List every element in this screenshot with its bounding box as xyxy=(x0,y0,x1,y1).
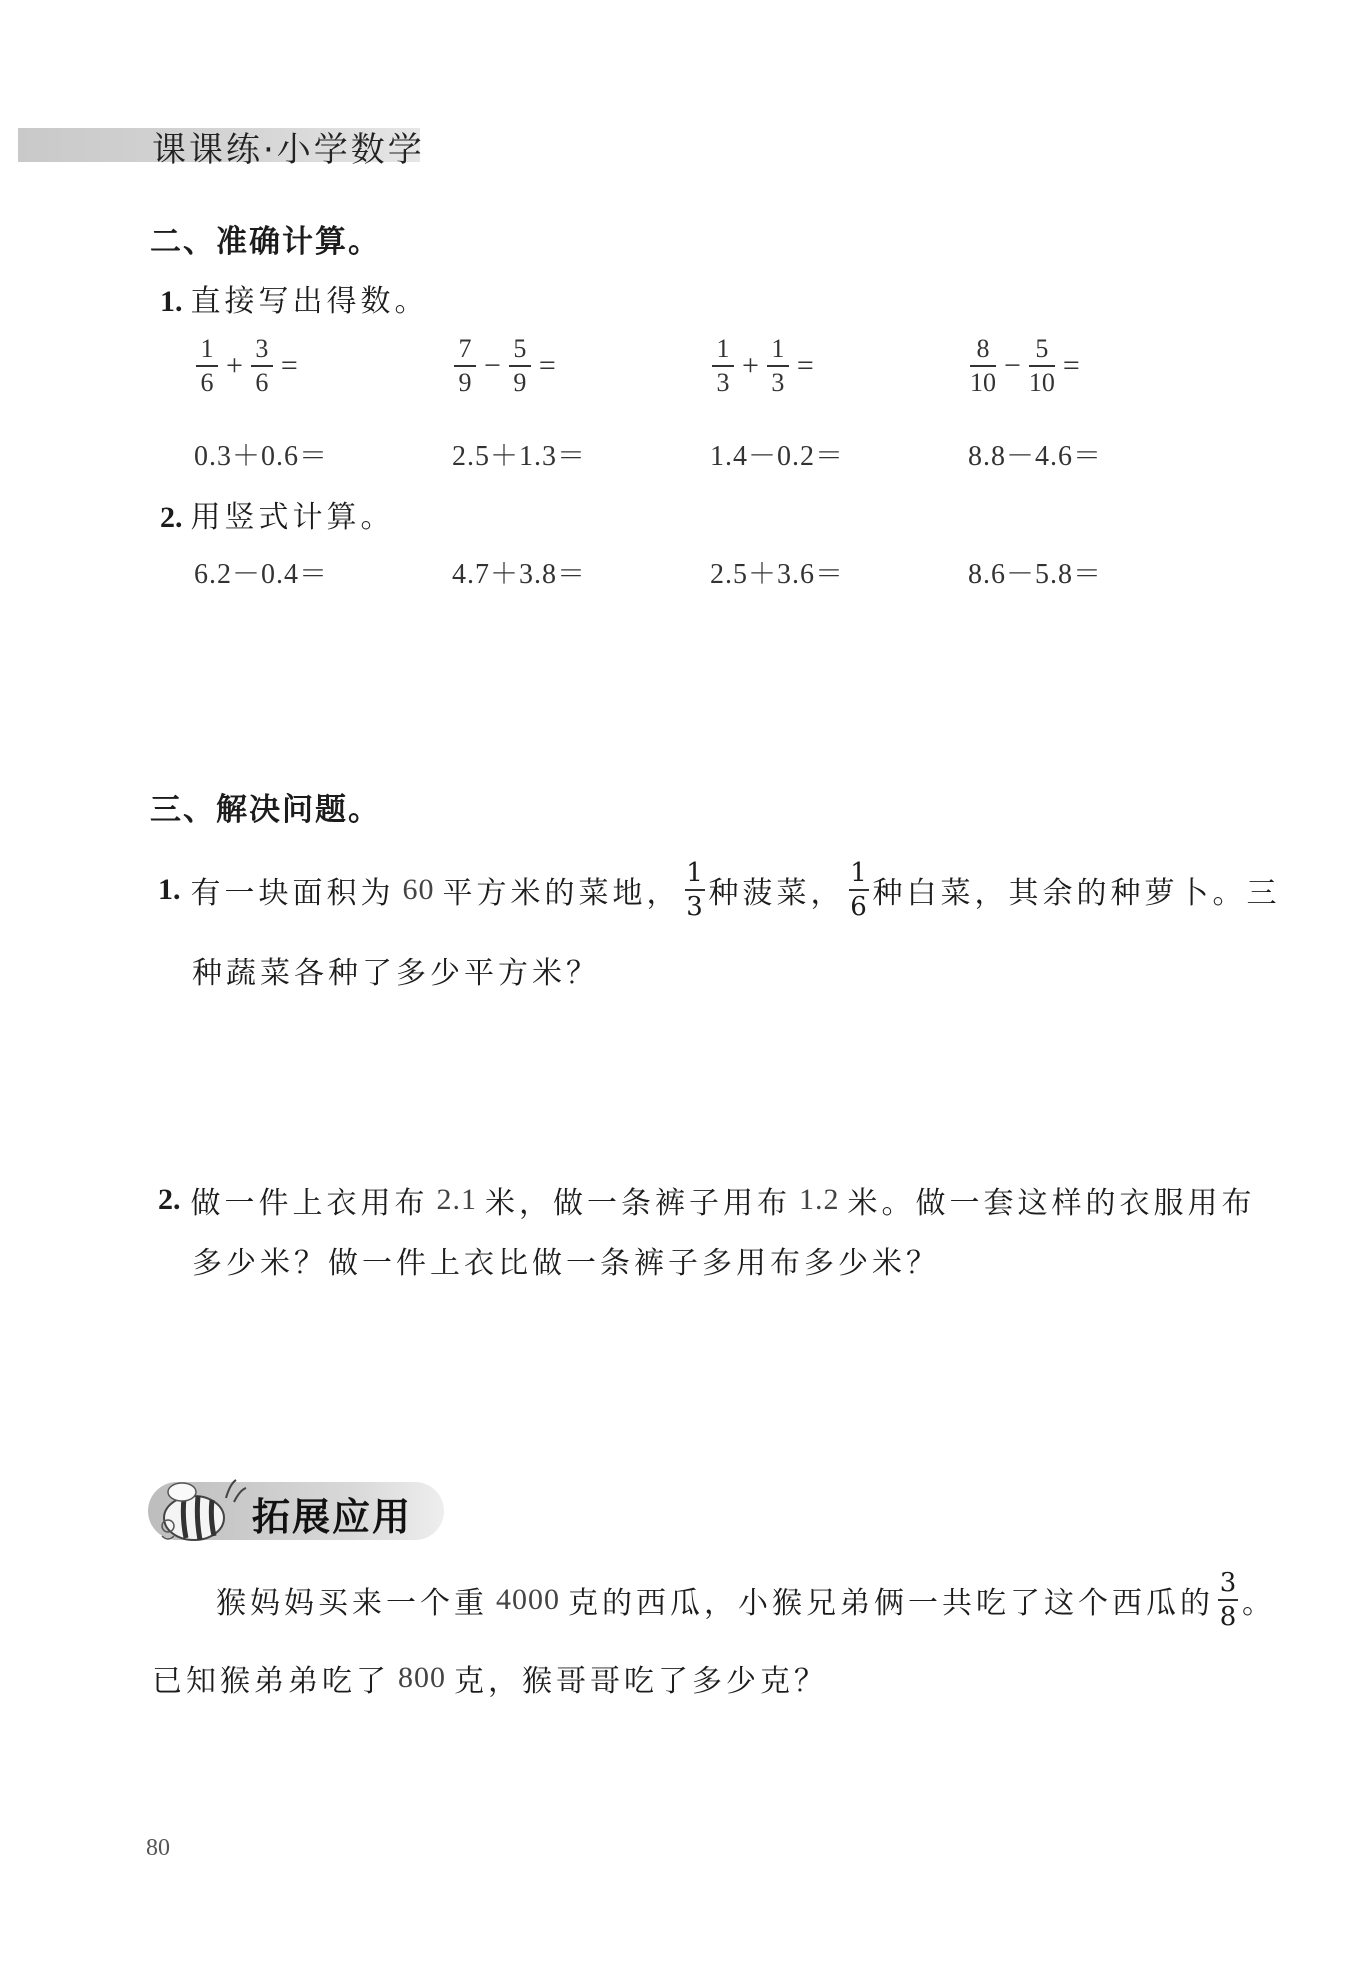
part2-number: 2. xyxy=(160,501,183,534)
page-number: 80 xyxy=(146,1835,170,1861)
equals: = xyxy=(280,349,298,382)
part1-number: 1. xyxy=(160,285,183,318)
equals: = xyxy=(1062,349,1080,382)
extension-line-1: 猴妈妈买来一个重 4000 克的西瓜，小猴兄弟俩一共吃了这个西瓜的 $\frac{3}{8}$ 。 xyxy=(216,1568,1276,1632)
fraction: $\frac{1}{3}$ xyxy=(712,334,734,398)
vertical-calc-2: 4.7＋3.8＝ xyxy=(452,559,587,590)
problem-1-number: 1. xyxy=(158,873,181,906)
fraction: $\frac{5}{9}$ xyxy=(509,334,531,398)
problem-2-line-2: 多少米？做一件上衣比做一条裤子多用布多少米？ xyxy=(192,1246,940,1281)
problem-1-line-2: 种蔬菜各种了多少平方米？ xyxy=(192,956,600,991)
fraction: $\frac{1}{6}$ xyxy=(196,334,218,398)
decimal-expr-2: 2.5＋1.3＝ xyxy=(452,441,587,472)
operator: + xyxy=(742,349,759,382)
fraction: $\frac{5}{10}$ xyxy=(1028,334,1055,397)
fraction: $\frac{7}{9}$ xyxy=(454,334,476,398)
part2-heading xyxy=(160,492,395,536)
fraction: $\frac{1}{3}$ xyxy=(767,334,789,398)
fraction: $\frac{1}{3}$ xyxy=(686,858,703,922)
operator: − xyxy=(1004,349,1021,382)
fraction: $\frac{3}{8}$ xyxy=(1219,1568,1237,1632)
part1-heading xyxy=(160,276,429,320)
part2-label: 用竖式计算。 xyxy=(190,500,395,535)
vertical-calc-4: 8.6－5.8＝ xyxy=(968,559,1103,590)
extension-title: 拓展应用 xyxy=(252,1495,413,1539)
operator: − xyxy=(484,349,501,382)
equals: = xyxy=(538,349,556,382)
decimal-expr-4: 8.8－4.6＝ xyxy=(968,441,1103,472)
decimal-expr-1: 0.3＋0.6＝ xyxy=(194,441,329,472)
fraction-expr-2 xyxy=(452,334,562,398)
fraction-expr-1 xyxy=(194,334,304,398)
vertical-calc-3: 2.5＋3.6＝ xyxy=(710,559,845,590)
section2-title: 二、准确计算。 xyxy=(150,224,381,260)
fraction: $\frac{1}{6}$ xyxy=(850,858,867,922)
fraction: $\frac{3}{6}$ xyxy=(251,334,273,398)
extension-line-2: 已知猴弟弟吃了 800 克，猴哥哥吃了多少克？ xyxy=(152,1661,828,1699)
fraction-expr-4 xyxy=(968,334,1086,398)
operator: + xyxy=(226,349,243,382)
problem-2-number: 2. xyxy=(158,1183,181,1216)
decimal-expr-3: 1.4－0.2＝ xyxy=(710,441,845,472)
fraction-expr-3 xyxy=(710,334,820,398)
problem-1-line-1: 1. 有一块面积为 60 平方米的菜地， $\frac{1}{3}$ 种菠菜， $\frac{1}{6}$ 种白菜，其余的种萝卜。三 xyxy=(158,858,1281,922)
fraction: $\frac{8}{10}$ xyxy=(970,334,996,397)
equals: = xyxy=(796,349,814,382)
vertical-calc-1: 6.2－0.4＝ xyxy=(194,559,329,590)
problem-2-line-1: 2. 做一件上衣用布 2.1 米，做一条裤子用布 1.2 米。做一套这样的衣服用布 xyxy=(158,1183,1256,1221)
section3-title: 三、解决问题。 xyxy=(150,792,381,828)
book-title: 课课练·小学数学 xyxy=(152,130,425,170)
part1-label: 直接写出得数。 xyxy=(190,284,429,319)
bee-icon xyxy=(148,1462,254,1552)
